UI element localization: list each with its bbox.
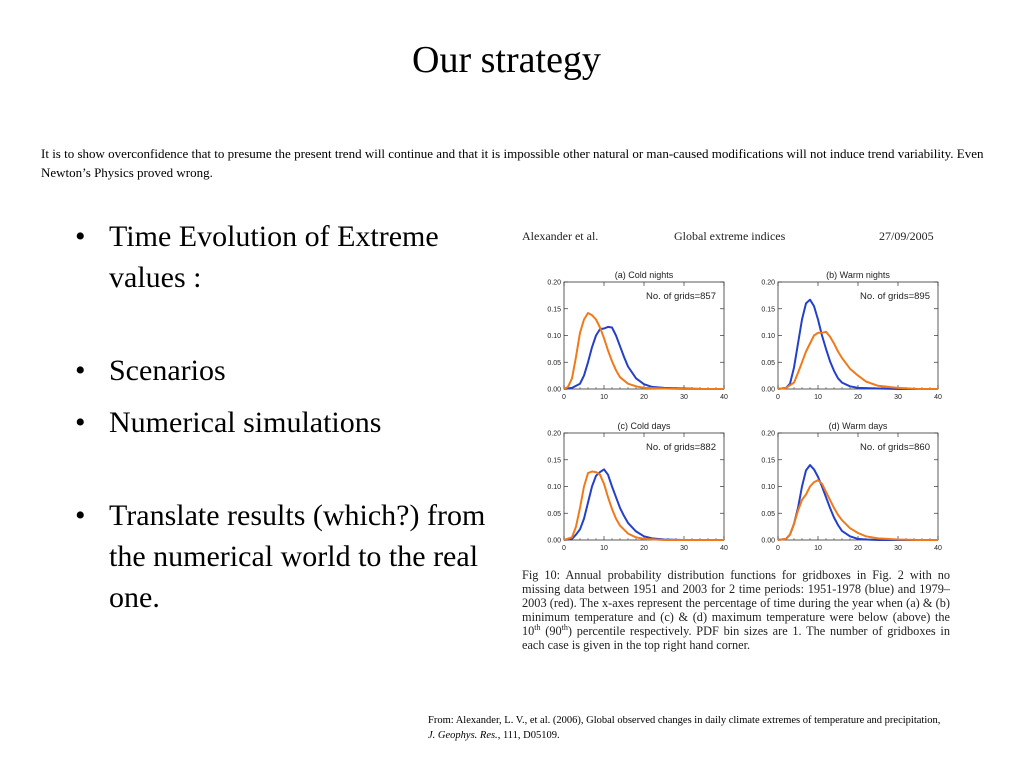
grid-count-label: No. of grids=860	[860, 442, 930, 453]
y-tick-label: 0.10	[761, 333, 775, 340]
x-tick-label: 0	[776, 394, 780, 401]
y-tick-label: 0.05	[761, 359, 775, 367]
grid-count-label: No. of grids=857	[646, 291, 716, 302]
bullet-text: Translate results (which?) from the numerical world to the real one.	[109, 499, 486, 614]
bullet-marker: •	[75, 499, 86, 532]
x-tick-label: 0	[562, 394, 566, 401]
x-tick-label: 30	[894, 545, 902, 552]
x-tick-label: 20	[854, 545, 862, 552]
bullet-text: Scenarios	[109, 354, 226, 387]
y-tick-label: 0.20	[761, 430, 775, 438]
y-tick-label: 0.15	[761, 306, 775, 314]
series-line-blue	[564, 327, 724, 389]
figure-subject: Global extreme indices	[674, 229, 786, 243]
y-tick-label: 0.20	[547, 279, 561, 287]
y-tick-label: 0.05	[761, 510, 775, 518]
grid-count-label: No. of grids=895	[860, 291, 930, 302]
chart-panel	[547, 270, 728, 401]
y-tick-label: 0.10	[547, 333, 561, 340]
panel-title: (b) Warm nights	[826, 270, 890, 280]
citation	[428, 713, 1018, 743]
bullet-text: Numerical simulations	[109, 406, 382, 439]
figure-caption	[522, 568, 950, 652]
y-tick-label: 0.05	[547, 510, 561, 518]
x-tick-label: 40	[720, 394, 728, 401]
y-tick-label: 0.00	[547, 537, 561, 545]
x-tick-label: 30	[680, 545, 688, 552]
x-tick-label: 40	[934, 545, 942, 552]
bullet-marker: •	[75, 406, 86, 439]
x-tick-label: 0	[562, 545, 566, 552]
caption-sup: th	[561, 622, 568, 632]
charts-svg	[515, 224, 955, 564]
bullet-item	[75, 495, 495, 618]
bullet-list	[75, 216, 495, 618]
chart-panel	[761, 270, 942, 401]
x-tick-label: 0	[776, 545, 780, 552]
x-tick-label: 30	[894, 394, 902, 401]
bullet-marker: •	[75, 220, 86, 253]
y-tick-label: 0.15	[547, 306, 561, 314]
panel-title: (d) Warm days	[828, 421, 888, 431]
x-tick-label: 20	[640, 545, 648, 552]
x-tick-label: 30	[680, 394, 688, 401]
y-tick-label: 0.10	[547, 484, 561, 491]
citation-rest: , 111, D05109.	[497, 730, 560, 741]
x-tick-label: 20	[640, 394, 648, 401]
panel-title: (a) Cold nights	[614, 270, 674, 280]
intro-text: It is to show overconfidence that to presume the present trend will continue and that it is impossible other natural or man-caused modifications will not induce trend variability. Even Newton’s Physics proved wrong.	[41, 146, 984, 180]
citation-text: From: Alexander, L. V., et al. (2006), Global observed changes in daily climate extremes of temperature and precipitation,	[428, 715, 941, 726]
x-tick-label: 10	[600, 394, 608, 401]
caption-text: (90	[540, 624, 562, 638]
x-tick-label: 20	[854, 394, 862, 401]
figure-author: Alexander et al.	[522, 229, 599, 243]
y-tick-label: 0.00	[547, 386, 561, 394]
figure-date: 27/09/2005	[879, 229, 934, 243]
caption-text: ) percentile respectively. PDF bin sizes are 1. The number of gridboxes in each case is given in the top right hand corner.	[522, 624, 950, 652]
bullet-item	[75, 350, 495, 391]
chart-panel	[547, 421, 728, 552]
y-tick-label: 0.00	[761, 537, 775, 545]
y-tick-label: 0.20	[547, 430, 561, 438]
caption-sup: th	[534, 622, 541, 632]
panel-title: (c) Cold days	[617, 421, 671, 431]
slide-title: Our strategy	[412, 39, 601, 81]
chart-panel	[761, 421, 942, 552]
grid-count-label: No. of grids=882	[646, 442, 716, 453]
y-tick-label: 0.15	[547, 457, 561, 465]
x-tick-label: 10	[814, 394, 822, 401]
series-line-blue	[564, 469, 724, 540]
bullet-text: Time Evolution of Extreme values :	[109, 220, 439, 294]
bullet-item	[75, 402, 495, 443]
caption-text: Fig 10: Annual probability distribution functions for gridboxes in Fig. 2 with no missing data between 1951 and 2003 for 2 time periods: 1951-1978 (blue) and 1979–2003 (red). The x-axes represent the percentage of time during the year when (a) & (b) minimum temperature and (c) & (d) maximum temperature were below (above) the 10	[522, 568, 950, 638]
bullet-marker: •	[75, 354, 86, 387]
x-tick-label: 10	[600, 545, 608, 552]
y-tick-label: 0.00	[761, 386, 775, 394]
citation-journal: J. Geophys. Res.	[428, 730, 498, 741]
y-tick-label: 0.10	[761, 484, 775, 491]
series-line-orange	[564, 313, 724, 389]
y-tick-label: 0.05	[547, 359, 561, 367]
x-tick-label: 10	[814, 545, 822, 552]
x-tick-label: 40	[720, 545, 728, 552]
y-tick-label: 0.15	[761, 457, 775, 465]
y-tick-label: 0.20	[761, 279, 775, 287]
bullet-item	[75, 216, 495, 298]
x-tick-label: 40	[934, 394, 942, 401]
figure	[515, 224, 955, 664]
series-line-orange	[778, 332, 938, 389]
